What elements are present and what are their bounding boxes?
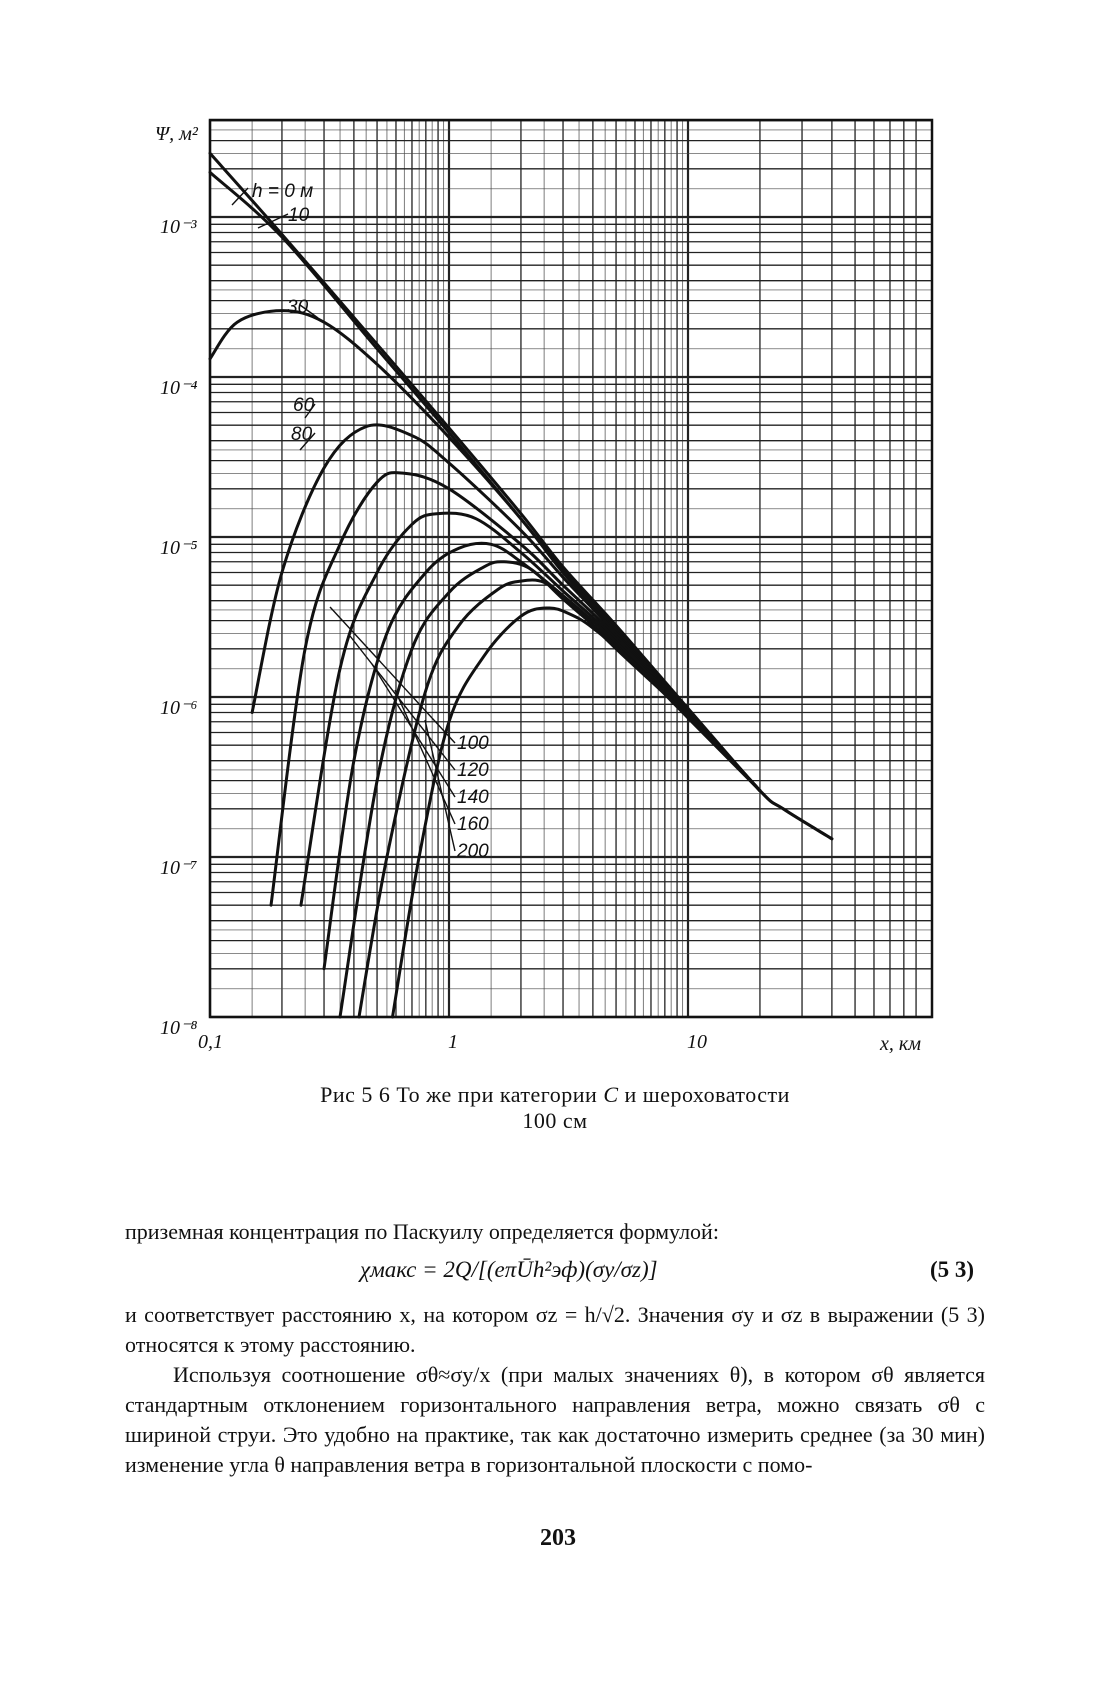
- caption-letter: C: [603, 1082, 619, 1107]
- curve-label: 60: [293, 395, 315, 416]
- x-tick-label: 0,1: [198, 1031, 223, 1053]
- x-tick-label: 10: [687, 1031, 707, 1053]
- leader-line: [330, 607, 455, 743]
- y-tick-label: 10⁻³: [160, 216, 197, 238]
- chart-grid: [210, 120, 932, 1017]
- figure-caption: [210, 1082, 900, 1134]
- caption-line2: 100 см: [522, 1108, 588, 1133]
- y-tick-label: 10⁻⁴: [160, 377, 198, 399]
- curve-label: 80: [291, 424, 313, 445]
- leader-line: [425, 720, 455, 851]
- y-tick-label: 10⁻⁶: [160, 697, 198, 719]
- y-axis-label: Ψ, м²: [155, 123, 198, 145]
- paragraph-2: и соответствует расстоянию x, на котором σz = h/√2. Значения σy и σz в выражении (5 3) относятся к этому расстоянию.: [125, 1302, 985, 1357]
- curve-label: 160: [457, 814, 489, 835]
- curve-label: 120: [457, 760, 489, 781]
- y-tick-label: 10⁻⁸: [160, 1017, 198, 1039]
- curve-label: 140: [457, 787, 489, 808]
- y-tick-label: 10⁻⁵: [160, 537, 198, 559]
- curve-label: h = 0 м: [252, 181, 314, 202]
- paragraph-intro: приземная концентрация по Паскуилу определяется формулой:: [125, 1219, 719, 1244]
- formula-number: (5 3): [930, 1257, 975, 1282]
- y-tick-label: 10⁻⁷: [160, 857, 198, 879]
- x-tick-label: 1: [448, 1031, 458, 1053]
- curve-label: 200: [457, 841, 489, 862]
- label-leaders: [232, 188, 455, 851]
- caption-suffix: и шероховатости: [624, 1082, 790, 1107]
- page-number: 203: [540, 1525, 576, 1551]
- plot-frame: [210, 120, 932, 1017]
- curve-200: [393, 608, 760, 1017]
- curve-label: 10: [288, 205, 310, 226]
- caption-prefix: Рис 5 6 То же при категории: [320, 1082, 598, 1107]
- paragraph-3: Используя соотношение σθ≈σy/x (при малых значениях θ), в котором σθ является стандартным отклонением горизонтального направления ветра, можно связать σθ с шириной струи. Это удобно на практике, так как достаточно измерить среднее (за 30 мин) изменение угла θ направления ветра в горизонтальной плоскости с помо-: [125, 1362, 985, 1477]
- curve-label: 30: [287, 297, 309, 318]
- curve-label: 100: [457, 733, 489, 754]
- x-axis-label: x, км: [880, 1033, 921, 1055]
- formula: χмакс = 2Q/[(eπŪh²эф)(σy/σz)]: [360, 1257, 658, 1282]
